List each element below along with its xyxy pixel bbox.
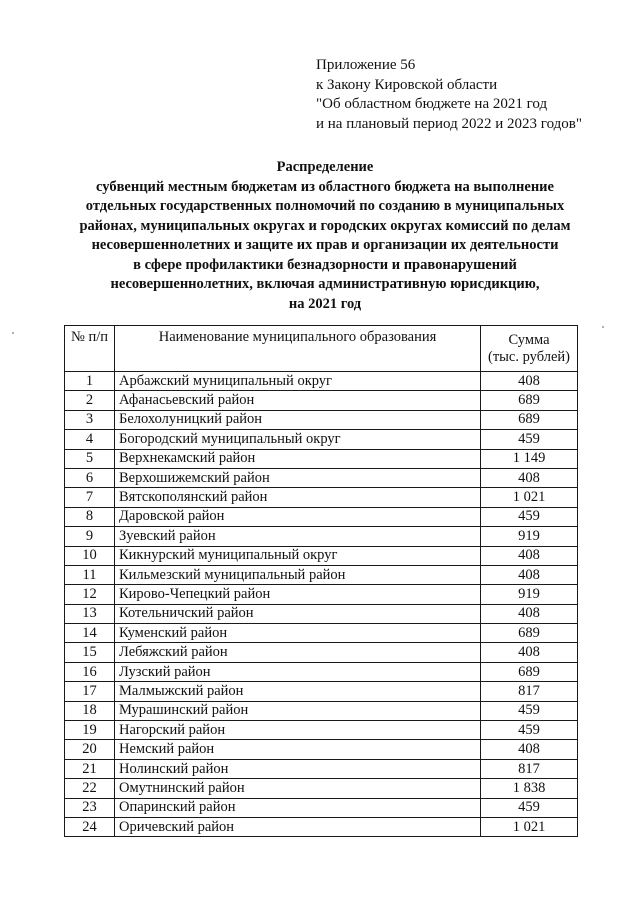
distribution-table	[64, 325, 578, 837]
row-municipality: Кильмезский муниципальный район	[115, 565, 481, 584]
title-line: районах, муниципальных округах и городских округах комиссий по делам	[79, 217, 571, 234]
row-sum: 919	[481, 527, 578, 546]
row-municipality: Верхнекамский район	[115, 449, 481, 468]
row-sum: 408	[481, 565, 578, 584]
row-municipality: Немский район	[115, 740, 481, 759]
appendix-line: Приложение 56	[316, 57, 416, 73]
row-number: 4	[65, 430, 115, 449]
row-municipality: Омутнинский район	[115, 779, 481, 798]
row-number: 20	[65, 740, 115, 759]
table-row	[65, 468, 578, 487]
row-municipality: Зуевский район	[115, 527, 481, 546]
row-number: 6	[65, 468, 115, 487]
row-sum: 817	[481, 682, 578, 701]
row-number: 18	[65, 701, 115, 720]
table-row	[65, 624, 578, 643]
row-sum: 459	[481, 430, 578, 449]
row-number: 8	[65, 507, 115, 526]
title-line: несовершеннолетних и защите их прав и организации их деятельности	[91, 237, 559, 253]
table-row	[65, 372, 578, 391]
table-header-row	[65, 326, 578, 372]
row-municipality: Куменский район	[115, 624, 481, 643]
appendix-line: и на плановый период 2022 и 2023 годов"	[316, 115, 582, 132]
table-row	[65, 701, 578, 720]
row-sum: 689	[481, 391, 578, 410]
row-sum: 408	[481, 740, 578, 759]
header-municipality: Наименование муниципального образования	[115, 326, 481, 372]
row-sum: 1 021	[481, 817, 578, 836]
table-row	[65, 759, 578, 778]
row-sum: 459	[481, 721, 578, 740]
row-number: 24	[65, 817, 115, 836]
row-sum: 817	[481, 759, 578, 778]
row-number: 5	[65, 449, 115, 468]
row-municipality: Кирово-Чепецкий район	[115, 585, 481, 604]
row-number: 3	[65, 410, 115, 429]
row-sum: 1 149	[481, 449, 578, 468]
table-row	[65, 798, 578, 817]
row-number: 21	[65, 759, 115, 778]
appendix-block	[316, 56, 582, 134]
row-municipality: Оричевский район	[115, 817, 481, 836]
row-number: 2	[65, 391, 115, 410]
table-row	[65, 410, 578, 429]
title-line: отдельных государственных полномочий по созданию в муниципальных	[85, 198, 565, 214]
row-sum: 919	[481, 585, 578, 604]
table-row	[65, 527, 578, 546]
row-municipality: Мурашинский район	[115, 701, 481, 720]
row-sum: 689	[481, 624, 578, 643]
scan-speck	[12, 332, 14, 334]
row-number: 10	[65, 546, 115, 565]
row-sum: 408	[481, 468, 578, 487]
row-municipality: Нагорский район	[115, 721, 481, 740]
appendix-line: к Закону Кировской области	[316, 76, 498, 93]
table-row	[65, 565, 578, 584]
row-sum: 459	[481, 701, 578, 720]
table-row	[65, 546, 578, 565]
row-municipality: Афанасьевский район	[115, 391, 481, 410]
row-municipality: Котельничский район	[115, 604, 481, 623]
table-row	[65, 740, 578, 759]
title-line: в сфере профилактики безнадзорности и правонарушений	[133, 256, 517, 273]
row-number: 23	[65, 798, 115, 817]
table-row	[65, 817, 578, 836]
row-number: 11	[65, 565, 115, 584]
header-sum-line2: (тыс. рублей)	[488, 348, 570, 365]
table-row	[65, 779, 578, 798]
row-sum: 1 021	[481, 488, 578, 507]
row-municipality: Вятскополянский район	[115, 488, 481, 507]
row-municipality: Верхошижемский район	[115, 468, 481, 487]
table-row	[65, 604, 578, 623]
row-number: 17	[65, 682, 115, 701]
table-row	[65, 721, 578, 740]
scan-speck	[602, 326, 604, 328]
title-line: субвенций местным бюджетам из областного бюджета на выполнение	[96, 178, 554, 195]
table-row	[65, 430, 578, 449]
table-row	[65, 507, 578, 526]
table-row	[65, 449, 578, 468]
row-number: 22	[65, 779, 115, 798]
row-number: 12	[65, 585, 115, 604]
row-municipality: Лузский район	[115, 662, 481, 681]
row-municipality: Кикнурский муниципальный округ	[115, 546, 481, 565]
title-line: на 2021 год	[288, 295, 362, 312]
appendix-line: "Об областном бюджете на 2021 год	[316, 96, 548, 112]
table-row	[65, 488, 578, 507]
title-line: Распределение	[276, 159, 374, 175]
table-row	[65, 585, 578, 604]
document-title	[30, 158, 620, 314]
row-sum: 689	[481, 410, 578, 429]
row-municipality: Даровской район	[115, 507, 481, 526]
row-sum: 459	[481, 798, 578, 817]
row-number: 19	[65, 721, 115, 740]
row-sum: 408	[481, 372, 578, 391]
row-number: 16	[65, 662, 115, 681]
table-row	[65, 682, 578, 701]
row-municipality: Опаринский район	[115, 798, 481, 817]
row-number: 14	[65, 624, 115, 643]
row-number: 9	[65, 527, 115, 546]
row-municipality: Нолинский район	[115, 759, 481, 778]
row-sum: 689	[481, 662, 578, 681]
row-number: 1	[65, 372, 115, 391]
row-sum: 459	[481, 507, 578, 526]
row-number: 13	[65, 604, 115, 623]
title-line: несовершеннолетних, включая административную юрисдикцию,	[110, 276, 540, 292]
table-row	[65, 662, 578, 681]
table-row	[65, 391, 578, 410]
row-sum: 408	[481, 546, 578, 565]
header-sum	[481, 326, 578, 372]
row-municipality: Белохолуницкий район	[115, 410, 481, 429]
row-municipality: Лебяжский район	[115, 643, 481, 662]
row-municipality: Малмыжский район	[115, 682, 481, 701]
row-sum: 408	[481, 604, 578, 623]
row-sum: 408	[481, 643, 578, 662]
row-sum: 1 838	[481, 779, 578, 798]
row-municipality: Арбажский муниципальный округ	[115, 372, 481, 391]
table-row	[65, 643, 578, 662]
row-number: 7	[65, 488, 115, 507]
row-municipality: Богородский муниципальный округ	[115, 430, 481, 449]
header-sum-line1: Сумма	[508, 331, 550, 348]
row-number: 15	[65, 643, 115, 662]
header-number: № п/п	[65, 326, 115, 372]
